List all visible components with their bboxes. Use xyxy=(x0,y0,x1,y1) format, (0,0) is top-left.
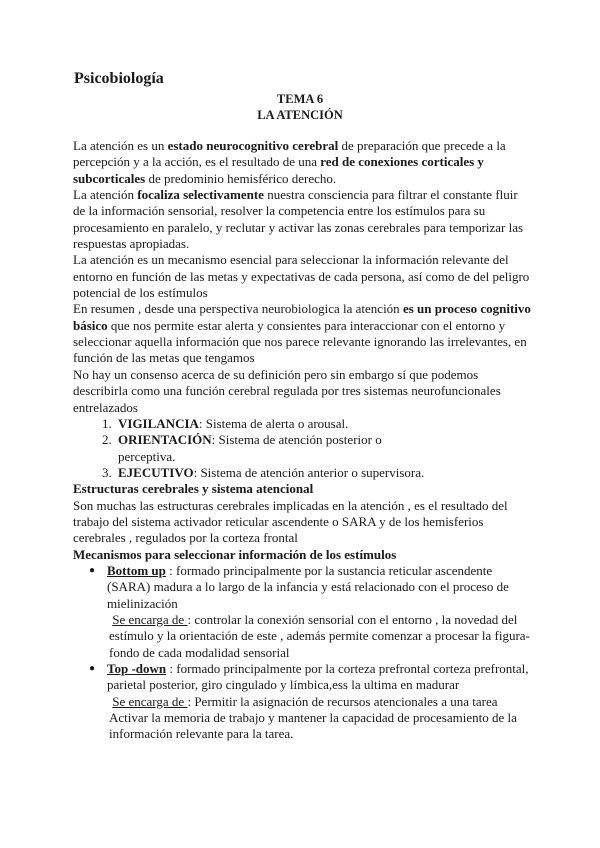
systems-list xyxy=(73,416,533,481)
document-title: Psicobiología xyxy=(74,70,164,87)
paragraph-mechanism: La atención es un mecanismo esencial para seleccionar la información relevante del entorno en función de las metas y expectativas de cada persona, así como de del peligro potencial de los estímulos xyxy=(73,252,530,301)
mechanism-name: Top -down xyxy=(107,661,167,676)
paragraph-summary xyxy=(73,301,533,366)
topic-number: TEMA 6 xyxy=(276,92,324,106)
text: de preparación que precede a la percepción y a la acción, es el resultado de una xyxy=(73,138,506,170)
text: que nos permite estar alerta y consientes para interaccionar con el entorno y seleccionar aquella información que nos parece relevante ignorando las irrelevantes, en función de las metas que tengamos xyxy=(73,317,527,366)
system-desc: : Sistema de alerta o arousal. xyxy=(198,415,349,431)
list-item xyxy=(107,563,533,661)
role-label: Se encarga de xyxy=(112,611,188,627)
paragraph-definition xyxy=(73,138,533,187)
text: La atención xyxy=(73,187,138,203)
mechanism-desc xyxy=(107,661,533,694)
text: : Permitir la asignación de recursos atencionales a una tarea Activar la memoria de trabajo y mantener la capacidad de procesamiento de la información relevante para la tarea. xyxy=(109,693,521,742)
role-label: Se encarga de xyxy=(112,693,188,709)
bold-text: estado neurocognitivo cerebral xyxy=(167,138,339,153)
bold-text: red de conexiones corticales y subcorticales xyxy=(73,154,484,186)
paragraph-consensus: No hay un consenso acerca de su definición pero sin embargo sí que podemos describirla como una función cerebral regulada por tres sistemas neurofuncionales entrelazados xyxy=(73,366,501,415)
paragraph-focus xyxy=(73,187,533,252)
section-heading xyxy=(73,547,533,563)
document-body xyxy=(73,138,533,743)
mechanism-role xyxy=(109,694,533,743)
list-item xyxy=(115,416,533,432)
mechanism-role xyxy=(109,612,533,661)
bold-text: es un proceso cognitivo básico xyxy=(73,301,531,333)
text: La atención es un xyxy=(73,138,168,153)
text: : formado principalmente por la corteza prefrontal corteza prefrontal, parietal posterior, giro cingulado y límbica,ess la ultima en madurar xyxy=(107,661,529,693)
system-desc: : Sistema de atención anterior o supervisora. xyxy=(193,464,425,480)
mechanism-name: Bottom up xyxy=(107,562,166,578)
section-heading xyxy=(73,481,533,497)
paragraph-structures: Son muchas las estructuras cerebrales implicadas en la atención , es el resultado del trabajo del sistema activador reticular ascendente o SARA y de los hemisferios cerebrales , regulados por la corteza frontal xyxy=(73,497,508,546)
text: En resumen , desde una perspectiva neurobiologica la atención xyxy=(73,301,403,317)
heading-text: Estructuras cerebrales y sistema atencional xyxy=(73,481,314,497)
system-name: EJECUTIVO xyxy=(118,464,194,480)
mechanism-desc xyxy=(107,563,533,612)
mechanisms-list xyxy=(73,563,533,743)
heading-text: Mecanismos para seleccionar información de los estímulos xyxy=(73,546,397,562)
list-item xyxy=(115,465,533,481)
text: nuestra consciencia para filtrar el constante fluir de la información sensorial, resolver la competencia entre los estímulos para su procesamiento en paralelo, y reclutar y activar las zonas cerebrales para temporizar las respuestas apropiadas. xyxy=(73,187,524,252)
text: : formado principalmente por la sustancia reticular ascendente (SARA) madura a lo largo de la infancia y está relacionado con el proceso de mielinización xyxy=(107,562,509,611)
system-name: ORIENTACIÓN xyxy=(118,432,212,448)
text: : controlar la conexión sensorial con el entorno , la novedad del estímulo y la orientación de este , además permite comenzar a procesar la figura-fondo de cada modalidad sensorial xyxy=(109,611,530,660)
topic-title: LA ATENCIÓN xyxy=(257,108,343,122)
bold-text: focaliza selectivamente xyxy=(137,187,264,203)
list-item xyxy=(115,432,408,465)
system-name: VIGILANCIA xyxy=(118,415,199,431)
list-item xyxy=(107,661,533,743)
text: de predominio hemisférico derecho. xyxy=(145,170,337,186)
system-desc: : Sistema de atención posterior o perceptiva. xyxy=(118,432,382,464)
